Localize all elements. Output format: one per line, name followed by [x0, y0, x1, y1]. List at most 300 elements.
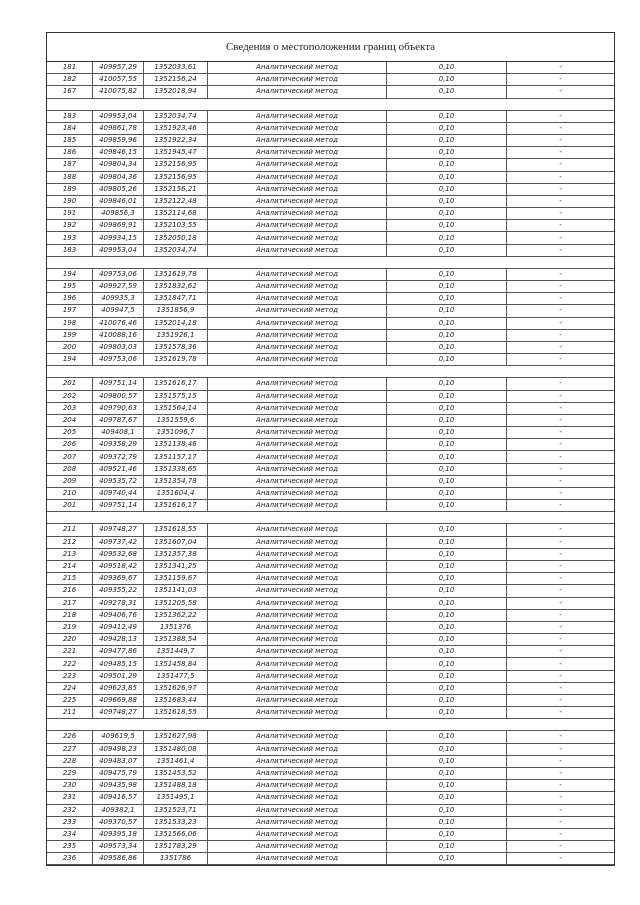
- method-cell: Аналитический метод: [208, 792, 387, 804]
- document-sheet: [46, 32, 615, 866]
- method-cell: Аналитический метод: [208, 682, 387, 694]
- accuracy-cell: 0,10: [387, 232, 507, 244]
- accuracy-cell: 0,10: [387, 147, 507, 159]
- point-number-cell: 208: [47, 463, 93, 475]
- coord-y-cell: 1351354,78: [144, 475, 208, 487]
- group-separator: [47, 512, 614, 524]
- point-number-cell: 188: [47, 171, 93, 183]
- accuracy-cell: 0,10: [387, 585, 507, 597]
- point-number-cell: 205: [47, 427, 93, 439]
- coord-y-cell: 1351618,55: [144, 524, 208, 536]
- table-row: [47, 147, 614, 159]
- accuracy-cell: 0,10: [387, 731, 507, 743]
- coord-y-cell: 1351578,36: [144, 341, 208, 353]
- accuracy-cell: 0,10: [387, 560, 507, 572]
- point-number-cell: 194: [47, 354, 93, 366]
- point-number-cell: 233: [47, 816, 93, 828]
- accuracy-cell: 0,10: [387, 134, 507, 146]
- point-number-cell: 191: [47, 208, 93, 220]
- table-row: [47, 731, 614, 743]
- point-number-cell: 196: [47, 293, 93, 305]
- coord-x-cell: 409501,29: [93, 670, 144, 682]
- coord-y-cell: 1351533,23: [144, 816, 208, 828]
- description-cell: -: [507, 536, 615, 548]
- coord-y-cell: 1351832,62: [144, 281, 208, 293]
- table-row: [47, 841, 614, 853]
- description-cell: -: [507, 573, 615, 585]
- coord-y-cell: 1351619,78: [144, 354, 208, 366]
- coord-y-cell: 1351205,58: [144, 597, 208, 609]
- coord-x-cell: 409370,57: [93, 816, 144, 828]
- description-cell: -: [507, 560, 615, 572]
- accuracy-cell: 0,10: [387, 208, 507, 220]
- point-number-cell: 216: [47, 585, 93, 597]
- point-number-cell: 211: [47, 707, 93, 719]
- accuracy-cell: 0,10: [387, 329, 507, 341]
- method-cell: Аналитический метод: [208, 171, 387, 183]
- coord-x-cell: 409869,91: [93, 220, 144, 232]
- point-number-cell: 185: [47, 134, 93, 146]
- accuracy-cell: 0,10: [387, 195, 507, 207]
- accuracy-cell: 0,10: [387, 853, 507, 865]
- method-cell: Аналитический метод: [208, 658, 387, 670]
- coord-x-cell: 409369,67: [93, 573, 144, 585]
- table-row: [47, 743, 614, 755]
- description-cell: -: [507, 427, 615, 439]
- coord-x-cell: 409953,04: [93, 244, 144, 256]
- table-row: [47, 305, 614, 317]
- point-number-cell: 167: [47, 86, 93, 98]
- coord-y-cell: 1351449,7: [144, 646, 208, 658]
- method-cell: Аналитический метод: [208, 293, 387, 305]
- accuracy-cell: 0,10: [387, 171, 507, 183]
- point-number-cell: 224: [47, 682, 93, 694]
- description-cell: -: [507, 621, 615, 633]
- method-cell: Аналитический метод: [208, 305, 387, 317]
- table-row: [47, 427, 614, 439]
- accuracy-cell: 0,10: [387, 378, 507, 390]
- accuracy-cell: 0,10: [387, 341, 507, 353]
- coord-x-cell: 409748,27: [93, 707, 144, 719]
- description-cell: -: [507, 439, 615, 451]
- method-cell: Аналитический метод: [208, 634, 387, 646]
- group-separator: [47, 256, 614, 268]
- coord-x-cell: 409382,1: [93, 804, 144, 816]
- method-cell: Аналитический метод: [208, 110, 387, 122]
- table-row: [47, 609, 614, 621]
- method-cell: Аналитический метод: [208, 475, 387, 487]
- coord-x-cell: 409856,3: [93, 208, 144, 220]
- point-number-cell: 203: [47, 402, 93, 414]
- accuracy-cell: 0,10: [387, 536, 507, 548]
- accuracy-cell: 0,10: [387, 281, 507, 293]
- table-row: [47, 707, 614, 719]
- table-row: [47, 767, 614, 779]
- point-number-cell: 234: [47, 828, 93, 840]
- point-number-cell: 197: [47, 305, 93, 317]
- method-cell: Аналитический метод: [208, 743, 387, 755]
- coord-x-cell: 409586,86: [93, 853, 144, 865]
- description-cell: -: [507, 281, 615, 293]
- coord-y-cell: 1351159,67: [144, 573, 208, 585]
- coord-x-cell: 409751,14: [93, 378, 144, 390]
- method-cell: Аналитический метод: [208, 341, 387, 353]
- coord-y-cell: 1352018,94: [144, 86, 208, 98]
- method-cell: Аналитический метод: [208, 122, 387, 134]
- coord-x-cell: 409790,63: [93, 402, 144, 414]
- point-number-cell: 236: [47, 853, 93, 865]
- coord-y-cell: 1351616,17: [144, 500, 208, 512]
- table-row: [47, 220, 614, 232]
- table-row: [47, 646, 614, 658]
- description-cell: -: [507, 828, 615, 840]
- coord-x-cell: 409753,06: [93, 268, 144, 280]
- table-row: [47, 804, 614, 816]
- coord-y-cell: 1352156,95: [144, 171, 208, 183]
- coord-y-cell: 1352033,61: [144, 62, 208, 74]
- point-number-cell: 221: [47, 646, 93, 658]
- table-row: [47, 780, 614, 792]
- accuracy-cell: 0,10: [387, 439, 507, 451]
- table-row: [47, 451, 614, 463]
- description-cell: -: [507, 293, 615, 305]
- coord-y-cell: 1351847,71: [144, 293, 208, 305]
- coord-y-cell: 1351945,47: [144, 147, 208, 159]
- accuracy-cell: 0,10: [387, 707, 507, 719]
- point-number-cell: 223: [47, 670, 93, 682]
- coord-y-cell: 1352122,48: [144, 195, 208, 207]
- coord-x-cell: 409748,27: [93, 524, 144, 536]
- coord-x-cell: 409787,67: [93, 414, 144, 426]
- method-cell: Аналитический метод: [208, 62, 387, 74]
- coord-y-cell: 1351618,55: [144, 707, 208, 719]
- method-cell: Аналитический метод: [208, 427, 387, 439]
- coord-x-cell: 409532,68: [93, 548, 144, 560]
- coord-x-cell: 409395,18: [93, 828, 144, 840]
- method-cell: Аналитический метод: [208, 317, 387, 329]
- table-row: [47, 621, 614, 633]
- coord-y-cell: 1351488,18: [144, 780, 208, 792]
- method-cell: Аналитический метод: [208, 500, 387, 512]
- method-cell: Аналитический метод: [208, 220, 387, 232]
- method-cell: Аналитический метод: [208, 707, 387, 719]
- table-row: [47, 536, 614, 548]
- method-cell: Аналитический метод: [208, 755, 387, 767]
- method-cell: Аналитический метод: [208, 208, 387, 220]
- coord-x-cell: 409623,85: [93, 682, 144, 694]
- coord-x-cell: 409372,79: [93, 451, 144, 463]
- table-row: [47, 195, 614, 207]
- point-number-cell: 231: [47, 792, 93, 804]
- method-cell: Аналитический метод: [208, 609, 387, 621]
- method-cell: Аналитический метод: [208, 573, 387, 585]
- table-row: [47, 244, 614, 256]
- accuracy-cell: 0,10: [387, 828, 507, 840]
- description-cell: -: [507, 646, 615, 658]
- point-number-cell: 218: [47, 609, 93, 621]
- point-number-cell: 209: [47, 475, 93, 487]
- coord-x-cell: 409475,79: [93, 767, 144, 779]
- coord-y-cell: 1351627,98: [144, 731, 208, 743]
- description-cell: -: [507, 707, 615, 719]
- coord-y-cell: 1352114,68: [144, 208, 208, 220]
- method-cell: Аналитический метод: [208, 414, 387, 426]
- group-separator: [47, 719, 614, 731]
- accuracy-cell: 0,10: [387, 597, 507, 609]
- coord-y-cell: 1351096,7: [144, 427, 208, 439]
- table-row: [47, 585, 614, 597]
- method-cell: Аналитический метод: [208, 670, 387, 682]
- coord-y-cell: 1352156,24: [144, 74, 208, 86]
- point-number-cell: 195: [47, 281, 93, 293]
- description-cell: -: [507, 134, 615, 146]
- table-row: [47, 670, 614, 682]
- accuracy-cell: 0,10: [387, 634, 507, 646]
- coord-x-cell: 409740,44: [93, 488, 144, 500]
- accuracy-cell: 0,10: [387, 390, 507, 402]
- coord-y-cell: 1351607,04: [144, 536, 208, 548]
- description-cell: -: [507, 329, 615, 341]
- table-row: [47, 341, 614, 353]
- coord-x-cell: 409412,49: [93, 621, 144, 633]
- coord-y-cell: 1351495,1: [144, 792, 208, 804]
- coord-y-cell: 1351604,4: [144, 488, 208, 500]
- coord-x-cell: 409751,14: [93, 500, 144, 512]
- coord-y-cell: 1351458,84: [144, 658, 208, 670]
- description-cell: -: [507, 122, 615, 134]
- method-cell: Аналитический метод: [208, 134, 387, 146]
- description-cell: -: [507, 475, 615, 487]
- accuracy-cell: 0,10: [387, 62, 507, 74]
- coord-y-cell: 1351376: [144, 621, 208, 633]
- description-cell: -: [507, 208, 615, 220]
- point-number-cell: 206: [47, 439, 93, 451]
- description-cell: -: [507, 853, 615, 865]
- coord-y-cell: 1352156,95: [144, 159, 208, 171]
- coord-x-cell: 409483,07: [93, 755, 144, 767]
- table-row: [47, 695, 614, 707]
- description-cell: -: [507, 731, 615, 743]
- description-cell: -: [507, 232, 615, 244]
- method-cell: Аналитический метод: [208, 621, 387, 633]
- point-number-cell: 194: [47, 268, 93, 280]
- point-number-cell: 183: [47, 110, 93, 122]
- coord-x-cell: 409934,15: [93, 232, 144, 244]
- point-number-cell: 200: [47, 341, 93, 353]
- coord-x-cell: 409358,29: [93, 439, 144, 451]
- method-cell: Аналитический метод: [208, 281, 387, 293]
- accuracy-cell: 0,10: [387, 804, 507, 816]
- point-number-cell: 232: [47, 804, 93, 816]
- method-cell: Аналитический метод: [208, 195, 387, 207]
- coord-y-cell: 1351461,4: [144, 755, 208, 767]
- coord-y-cell: 1351453,52: [144, 767, 208, 779]
- coord-x-cell: 410076,46: [93, 317, 144, 329]
- point-number-cell: 215: [47, 573, 93, 585]
- accuracy-cell: 0,10: [387, 475, 507, 487]
- coord-y-cell: 1351559,6: [144, 414, 208, 426]
- description-cell: -: [507, 390, 615, 402]
- table-row: [47, 475, 614, 487]
- description-cell: -: [507, 804, 615, 816]
- table-row: [47, 488, 614, 500]
- description-cell: -: [507, 195, 615, 207]
- table-row: [47, 232, 614, 244]
- description-cell: -: [507, 585, 615, 597]
- coord-x-cell: 409485,15: [93, 658, 144, 670]
- table-row: [47, 134, 614, 146]
- coord-y-cell: 1351388,54: [144, 634, 208, 646]
- coord-x-cell: 409935,3: [93, 293, 144, 305]
- description-cell: -: [507, 244, 615, 256]
- coord-y-cell: 1352014,18: [144, 317, 208, 329]
- coord-x-cell: 409435,98: [93, 780, 144, 792]
- accuracy-cell: 0,10: [387, 414, 507, 426]
- table-row: [47, 208, 614, 220]
- description-cell: -: [507, 488, 615, 500]
- coord-x-cell: 409573,34: [93, 841, 144, 853]
- method-cell: Аналитический метод: [208, 695, 387, 707]
- description-cell: -: [507, 110, 615, 122]
- accuracy-cell: 0,10: [387, 743, 507, 755]
- accuracy-cell: 0,10: [387, 451, 507, 463]
- group-separator: [47, 98, 614, 110]
- table-row: [47, 439, 614, 451]
- point-number-cell: 184: [47, 122, 93, 134]
- table-row: [47, 317, 614, 329]
- method-cell: Аналитический метод: [208, 159, 387, 171]
- description-cell: -: [507, 695, 615, 707]
- coord-y-cell: 1352050,18: [144, 232, 208, 244]
- table-row: [47, 354, 614, 366]
- coord-x-cell: 409535,72: [93, 475, 144, 487]
- method-cell: Аналитический метод: [208, 329, 387, 341]
- coord-x-cell: 409804,34: [93, 159, 144, 171]
- method-cell: Аналитический метод: [208, 390, 387, 402]
- description-cell: -: [507, 451, 615, 463]
- accuracy-cell: 0,10: [387, 524, 507, 536]
- description-cell: -: [507, 354, 615, 366]
- accuracy-cell: 0,10: [387, 500, 507, 512]
- description-cell: -: [507, 463, 615, 475]
- point-number-cell: 183: [47, 244, 93, 256]
- description-cell: -: [507, 597, 615, 609]
- point-number-cell: 226: [47, 731, 93, 743]
- description-cell: -: [507, 841, 615, 853]
- group-separator: [47, 366, 614, 378]
- coord-x-cell: 409947,5: [93, 305, 144, 317]
- method-cell: Аналитический метод: [208, 597, 387, 609]
- point-number-cell: 181: [47, 62, 93, 74]
- table-row: [47, 293, 614, 305]
- accuracy-cell: 0,10: [387, 792, 507, 804]
- description-cell: -: [507, 402, 615, 414]
- description-cell: -: [507, 86, 615, 98]
- coord-x-cell: 409428,13: [93, 634, 144, 646]
- coord-y-cell: 1351564,14: [144, 402, 208, 414]
- point-number-cell: 225: [47, 695, 93, 707]
- description-cell: -: [507, 682, 615, 694]
- method-cell: Аналитический метод: [208, 585, 387, 597]
- coord-x-cell: 409804,36: [93, 171, 144, 183]
- point-number-cell: 210: [47, 488, 93, 500]
- point-number-cell: 201: [47, 500, 93, 512]
- table-row: [47, 62, 614, 74]
- accuracy-cell: 0,10: [387, 74, 507, 86]
- coord-y-cell: 1351626,97: [144, 682, 208, 694]
- coord-x-cell: 409518,42: [93, 560, 144, 572]
- method-cell: Аналитический метод: [208, 451, 387, 463]
- coord-x-cell: 409406,76: [93, 609, 144, 621]
- description-cell: -: [507, 816, 615, 828]
- accuracy-cell: 0,10: [387, 305, 507, 317]
- accuracy-cell: 0,10: [387, 427, 507, 439]
- description-cell: -: [507, 500, 615, 512]
- coord-y-cell: 1351786: [144, 853, 208, 865]
- description-cell: -: [507, 609, 615, 621]
- method-cell: Аналитический метод: [208, 767, 387, 779]
- point-number-cell: 235: [47, 841, 93, 853]
- coord-y-cell: 1351616,17: [144, 378, 208, 390]
- table-row: [47, 853, 614, 865]
- description-cell: -: [507, 743, 615, 755]
- coord-x-cell: 409803,03: [93, 341, 144, 353]
- method-cell: Аналитический метод: [208, 780, 387, 792]
- accuracy-cell: 0,10: [387, 816, 507, 828]
- table-row: [47, 548, 614, 560]
- coord-y-cell: 1351357,38: [144, 548, 208, 560]
- coord-x-cell: 409953,04: [93, 110, 144, 122]
- coord-x-cell: 409498,23: [93, 743, 144, 755]
- table-row: [47, 402, 614, 414]
- coord-x-cell: 409278,31: [93, 597, 144, 609]
- coord-y-cell: 1352034,74: [144, 110, 208, 122]
- table-row: [47, 414, 614, 426]
- method-cell: Аналитический метод: [208, 183, 387, 195]
- method-cell: Аналитический метод: [208, 244, 387, 256]
- coord-x-cell: 409861,78: [93, 122, 144, 134]
- table-row: [47, 378, 614, 390]
- coord-y-cell: 1351138,46: [144, 439, 208, 451]
- accuracy-cell: 0,10: [387, 183, 507, 195]
- description-cell: -: [507, 548, 615, 560]
- description-cell: -: [507, 378, 615, 390]
- coord-y-cell: 1352034,74: [144, 244, 208, 256]
- coord-x-cell: 409619,5: [93, 731, 144, 743]
- method-cell: Аналитический метод: [208, 804, 387, 816]
- accuracy-cell: 0,10: [387, 573, 507, 585]
- description-cell: -: [507, 780, 615, 792]
- table-row: [47, 658, 614, 670]
- coord-x-cell: 409846,15: [93, 147, 144, 159]
- accuracy-cell: 0,10: [387, 220, 507, 232]
- description-cell: -: [507, 147, 615, 159]
- coord-y-cell: 1351926,1: [144, 329, 208, 341]
- point-number-cell: 198: [47, 317, 93, 329]
- coord-x-cell: 409477,86: [93, 646, 144, 658]
- method-cell: Аналитический метод: [208, 816, 387, 828]
- coord-y-cell: 1351856,9: [144, 305, 208, 317]
- accuracy-cell: 0,10: [387, 86, 507, 98]
- method-cell: Аналитический метод: [208, 268, 387, 280]
- table-row: [47, 560, 614, 572]
- point-number-cell: 189: [47, 183, 93, 195]
- accuracy-cell: 0,10: [387, 621, 507, 633]
- accuracy-cell: 0,10: [387, 548, 507, 560]
- description-cell: -: [507, 658, 615, 670]
- description-cell: -: [507, 183, 615, 195]
- method-cell: Аналитический метод: [208, 439, 387, 451]
